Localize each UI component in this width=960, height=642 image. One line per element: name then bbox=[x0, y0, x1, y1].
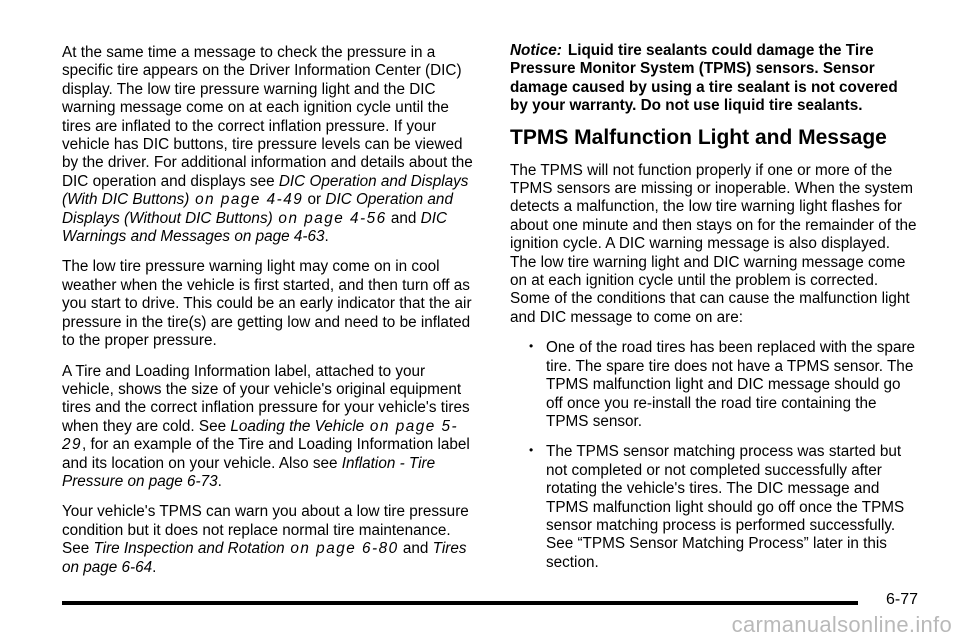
paragraph-text: At the same time a message to check the pressure in a specific tire appears on the Driver Information Center (DIC) display. The low tire pressure warning light and the DIC warning message come on at each ignition cycle until the tires are inflated to the correct inflation pressure. If your vehicle has DIC buttons, tire pressure levels can be viewed by the driver. For additional information and details about the DIC operation and displays see bbox=[62, 44, 473, 190]
xref-dic-with-buttons[interactable]: DIC Operation and Displays (With DIC Buttons) bbox=[62, 172, 469, 209]
xref-page[interactable]: on page 6-80 bbox=[284, 540, 399, 558]
connector-text: and bbox=[386, 209, 421, 227]
paragraph-text: , for an example of the Tire and Loading Information label and its location on your vehicle. Also see bbox=[62, 436, 470, 472]
footer-rule bbox=[62, 601, 858, 605]
xref-page[interactable]: on page 5-29 bbox=[62, 417, 459, 454]
paragraph-text: A Tire and Loading Information label, attached to your vehicle, shows the size of your vehicle's original equipment tires and the correct inflation pressure for your vehicle's tires when they are cold. See bbox=[62, 362, 470, 435]
list-item-text: The TPMS sensor matching process was started but not completed or not completed successfully after rotating the vehicle's tires. The DIC message and TPMS malfunction light should go off once the TPMS sensor matching process is performed successfully. See “TPMS Sensor Matching Process” later in this section. bbox=[546, 443, 905, 571]
xref-page[interactable]: on page 4-49 bbox=[189, 191, 304, 209]
xref-dic-without-buttons[interactable]: DIC Operation and Displays (Without DIC Buttons) bbox=[62, 191, 453, 227]
paragraph-text: Your vehicle's TPMS can warn you about a low tire pressure condition but it does not replace normal tire maintenance. See bbox=[62, 503, 469, 558]
period: . bbox=[324, 228, 329, 246]
paragraph-dic-display bbox=[62, 44, 480, 246]
section-heading: TPMS Malfunction Light and Message bbox=[510, 125, 887, 149]
watermark: carmanualsonline.info bbox=[731, 612, 952, 637]
xref-inflation[interactable]: Inflation - Tire Pressure on page 6-73 bbox=[62, 454, 436, 490]
notice-block bbox=[510, 42, 918, 116]
xref-tire-inspection[interactable]: Tire Inspection and Rotation bbox=[93, 540, 285, 558]
notice-text: Liquid tire sealants could damage the Tire Pressure Monitor System (TPMS) sensors. Sensor damage caused by using a tire sealant is not covered by your warranty. Do not use liquid tire sealants. bbox=[510, 42, 898, 115]
period: . bbox=[152, 558, 157, 576]
paragraph-tire-label bbox=[62, 363, 480, 492]
xref-dic-warnings[interactable]: DIC Warnings and Messages on page 4-63 bbox=[62, 209, 447, 246]
right-column bbox=[510, 42, 918, 584]
page-number: 6-77 bbox=[885, 591, 918, 608]
list-item bbox=[510, 443, 918, 572]
notice-label: Notice: bbox=[510, 42, 562, 59]
xref-tires[interactable]: Tires on page 6-64 bbox=[62, 540, 467, 576]
conditions-list bbox=[510, 339, 918, 572]
connector-text: and bbox=[398, 540, 433, 558]
list-item-text: One of the road tires has been replaced with the spare tire. The spare tire does not have a TPMS sensor. The TPMS malfunction light and DIC message should go off once you re-install the road tire containing the TPMS sensor. bbox=[546, 339, 916, 430]
paragraph-malfunction: The TPMS will not function properly if one or more of the TPMS sensors are missing or inoperable. When the system detects a malfunction, the low tire warning light flashes for about one minute and then stays on for the remainder of the ignition cycle. A DIC warning message is also displayed. The low tire warning light and DIC warning message come on at each ignition cycle until the problem is corrected. Some of the conditions that can cause the malfunction light and DIC message to come on are: bbox=[510, 161, 917, 326]
paragraph-cool-weather: The low tire pressure warning light may come on in cool weather when the vehicle is first started, and then turn off as you start to drive. This could be an early indicator that the air pressure in the tire(s) are getting low and need to be inflated to the proper pressure. bbox=[62, 258, 472, 350]
xref-page[interactable]: on page 4-56 bbox=[272, 209, 387, 227]
period: . bbox=[217, 472, 222, 490]
left-column bbox=[62, 44, 480, 589]
paragraph-tpms-warn bbox=[62, 503, 480, 577]
xref-loading-vehicle[interactable]: Loading the Vehicle bbox=[230, 417, 365, 435]
bullet-icon: • bbox=[529, 339, 534, 354]
connector-text: or bbox=[303, 191, 326, 209]
bullet-icon: • bbox=[529, 443, 534, 458]
list-item bbox=[510, 339, 918, 431]
